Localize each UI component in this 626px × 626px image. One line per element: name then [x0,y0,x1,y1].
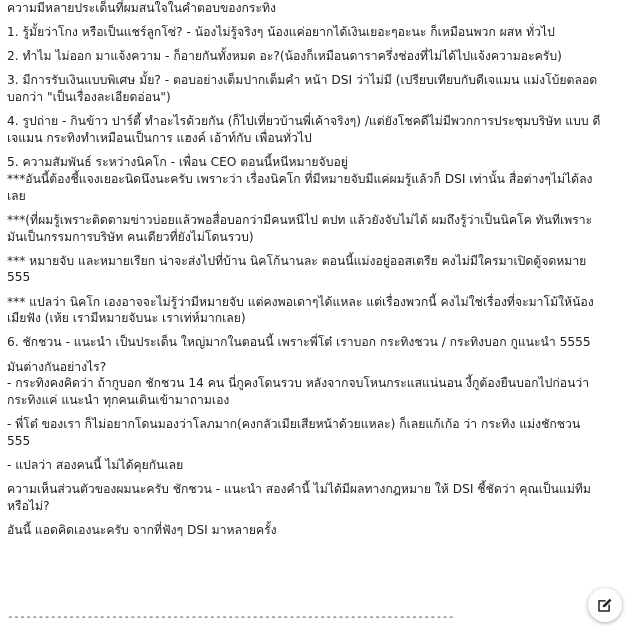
edit-button[interactable] [588,588,622,622]
post-paragraph: - แปลว่า สองคนนี้ ไม่ได้คุยกันเลย [7,458,184,473]
divider: ------------------------------------------------------------------------- [7,610,454,623]
post-paragraph: 1. รู้มั้ยว่าโกง หรือเป็นแชร์ลูกโซ่? - น้องไม่รู้จริงๆ น้องแค่อยากได้เงินเยอะๆอะนะ ก็เหมือนพวก ผสห ทั่วไป [7,25,555,40]
post-paragraph: 2. ทำไม ไม่ออก มาแจ้งความ - ก็อายกันทั้งหมด อะ?(น้องก็เหมือนดาราครึ่งช่องที่ไม่ได้ไปแจ้งความอะครับ) [7,49,562,64]
post-paragraph: 5. ความสัมพันธ์ ระหว่างนิคโก - เพื่อน CEO ตอนนี้หนีหมายจับอยู่ ***อันนี้ต้องชี้แจงเยอะนิดนึงนะครับ เพราะว่า เรื่องนิคโก ที่มีหมายจับมีแค่ผมรู้แล้วก็ DSI เท่านั้น สื่อต่างๆไม่ได้ลงเลย [7,155,593,203]
post-paragraph: อันนี้ แอดคิดเองนะครับ จากที่ฟังๆ DSI มาหลายครั้ง [7,523,277,538]
post-paragraph: 3. มีการรับเงินแบบพิเศษ มั้ย? - ตอบอย่างเต็มปากเต็มคำ หน้า DSI ว่าไม่มี (เปรียบเทียบกับดีเจแมน แม่งโบ้ยตลอดบอกว่า "เป็นเรื่องละเอียดอ่อน") [7,73,598,105]
post-paragraph: ความมีหลายประเด็นที่ผมสนใจในคำตอบของกระทิง [7,1,277,15]
post-paragraph: - พี่โต๋ ของเรา ก็ไม่อยากโดนมองว่าโลภมาก(คงกลัวเมียเสียหน้าด้วยแหละ) ก็เลยแก้เก้อ ว่า กระทิง แม่งชักชวน 555 [7,417,581,448]
post-paragraph: 4. รูปถ่าย - กินข้าว ปาร์ตี้ ทำอะไรด้วยกัน (ก็ไปเที่ยวบ้านพี่เค้าจริงๆ) /แต่ยังโชคดีไม่มีพวกการประชุมบริษัท แบบ ดีเจแมน กระทิงทำเหมือนเป็นการ แฮงค์ เอ้าท์กับ เพื่อนทั่วไป [7,114,601,145]
post-paragraph: *** แปลว่า นิคโก เองอาจจะไม่รู้ว่ามีหมายจับ แต่คงพอเดาๆได้แหละ แต่เรื่องพวกนี้ คงไม่ใช่เรื่องที่จะมาโม้ให้น้องเมียฟัง (เห้ย เรามีหมายจับนะ เราเท่ห์มากเลย) [7,294,594,326]
post-paragraph: *** หมายจับ และหมายเรียก น่าจะส่งไปที่บ้าน นิคโก้นานละ ตอนนี้แม่งอยู่ออสเตรีย คงไม่มีใครมาเปิดตู้จดหมาย 555 [7,253,587,285]
edit-icon [596,596,614,614]
post-body [7,0,607,546]
post-paragraph: ***(ที่ผมรู้เพราะติดตามข่าวบ่อยแล้วพอสื่อบอกว่ามีคนหนีไป ตปท แล้วยังจับไม่ได้ ผมถึงรู้ว่าเป็นนิคโค ทันทีเพราะมันเป็นกรรมการบริษัท คนเดียวที่ยังไม่โดนรวบ) [7,212,593,244]
post-paragraph: ความเห็นส่วนตัวของผมนะครับ ชักชวน - แนะนำ สองคำนี้ ไม่ได้มีผลทางกฎหมาย ให้ DSI ชี้ชัดว่า คุณเป็นแม่ทีมหรือไม่? [7,482,591,513]
post-paragraph: มันต่างกันอย่างไร? - กระทิงคงคิดว่า ถ้ากูบอก ชักชวน 14 คน นี่กูคงโดนรวบ หลังจากจบโหนกระแสแน่นอน งี้กูต้องยืนบอกไปก่อนว่า กระทิงแค่ แนะนำ ทุกคนเดินเข้ามาถามเอง [7,359,590,408]
post-paragraph: 6. ชักชวน - แนะนำ เป็นประเด็น ใหญ่มากในตอนนี้ เพราะพี่โต๋ เราบอก กระทิงชวน / กระทิงบอก กูแนะนำ 5555 [7,335,591,350]
